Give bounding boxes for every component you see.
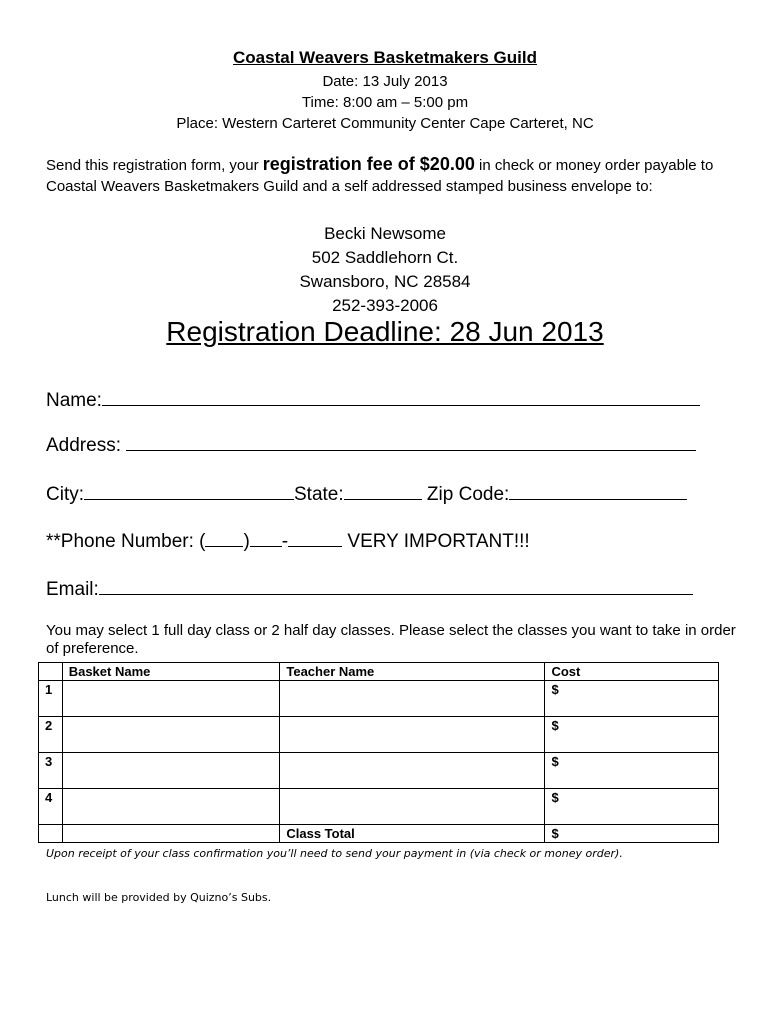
registration-deadline: Registration Deadline: 28 Jun 2013 [166,316,604,347]
basket-name-cell[interactable] [62,753,280,789]
header-basket-name: Basket Name [62,663,280,681]
teacher-name-cell[interactable] [280,789,545,825]
mailing-street: 502 Saddlehorn Ct. [311,248,459,267]
email-field[interactable] [99,578,693,595]
class-total-label: Class Total [280,825,545,843]
total-basket-cell [62,825,280,843]
mailing-city: Swansboro, NC 28584 [299,272,471,291]
address-label: Address: [46,435,127,456]
state-label: State: [294,484,344,505]
cost-cell[interactable]: $ [545,717,719,753]
mailing-name: Becki Newsome [324,224,446,243]
teacher-name-cell[interactable] [280,717,545,753]
intro-text-before: Send this registration form, your [46,157,263,174]
city-field[interactable] [84,483,294,500]
city-label: City: [46,484,84,505]
basket-name-cell[interactable] [62,717,280,753]
phone-line-field[interactable] [288,530,342,547]
state-field[interactable] [344,483,422,500]
mailing-phone: 252-393-2006 [332,296,438,315]
basket-name-cell[interactable] [62,681,280,717]
email-field-row [46,578,693,601]
class-total-row [39,825,719,843]
table-row [39,681,719,717]
email-label: Email: [46,579,99,600]
name-label: Name: [46,390,102,411]
phone-label: **Phone Number: ( [46,531,206,552]
intro-paragraph [46,154,736,197]
name-field-row [46,389,700,412]
phone-prefix-field[interactable] [250,530,282,547]
lunch-note: Lunch will be provided by Quizno’s Subs. [46,891,272,904]
class-total-cost[interactable]: $ [545,825,719,843]
class-selection-instructions: You may select 1 full day class or 2 half day classes. Please select the classes you want to take in order of preference. [46,622,736,657]
registration-fee: registration fee of $20.00 [262,154,475,174]
phone-paren-close: ) [243,531,250,552]
phone-dash: - [281,531,289,552]
header-cost: Cost [545,663,719,681]
cost-cell[interactable]: $ [545,789,719,825]
zip-field[interactable] [509,483,687,500]
event-date: Date: 13 July 2013 [322,73,448,90]
class-selection-table [38,662,719,843]
basket-name-cell[interactable] [62,789,280,825]
phone-area-code-field[interactable] [205,530,243,547]
name-field[interactable] [102,389,700,406]
phone-field-row [46,530,530,553]
cost-cell[interactable]: $ [545,681,719,717]
event-time: Time: 8:00 am – 5:00 pm [301,94,469,111]
table-row [39,717,719,753]
table-row [39,753,719,789]
row-number: 1 [39,681,63,717]
total-number-cell [39,825,63,843]
row-number: 3 [39,753,63,789]
address-field-row [46,434,696,457]
city-state-zip-row [46,483,687,506]
cost-cell[interactable]: $ [545,753,719,789]
teacher-name-cell[interactable] [280,753,545,789]
zip-label: Zip Code: [421,484,510,505]
address-field[interactable] [126,434,696,451]
guild-title: Coastal Weavers Basketmakers Guild [233,48,537,67]
table-row [39,789,719,825]
table-header-row [39,663,719,681]
intro-text-after: in check or money order payable to Coastal Weavers Basketmakers Guild and a self addressed stamped business envelope to: [46,157,714,195]
row-number: 4 [39,789,63,825]
phone-important-note: VERY IMPORTANT!!! [342,531,530,552]
header-number [39,663,63,681]
payment-note: Upon receipt of your class confirmation you’ll need to send your payment in (via check or money order). [46,847,623,860]
event-place: Place: Western Carteret Community Center Cape Carteret, NC [176,115,594,132]
row-number: 2 [39,717,63,753]
teacher-name-cell[interactable] [280,681,545,717]
header-teacher-name: Teacher Name [280,663,545,681]
